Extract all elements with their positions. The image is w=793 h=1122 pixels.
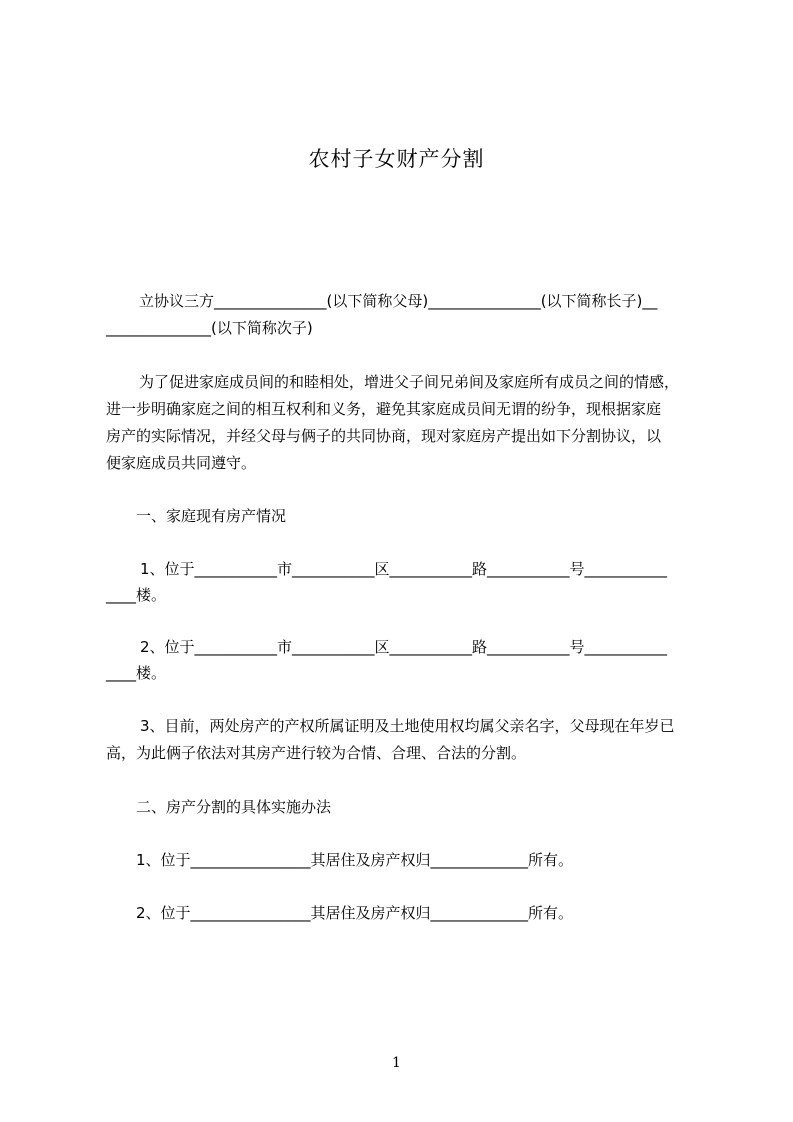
section1-item1-line2: ____楼。 — [106, 586, 167, 604]
section1-item2-line1: 2、位于___________市___________区___________路___________号___________ — [140, 638, 668, 656]
section1-item3-line1: 3、目前，两处房产的产权所属证明及土地使用权均属父亲名字，父母现在年岁已 — [140, 717, 675, 735]
parties-line-2: ______________(以下简称次子) — [106, 319, 313, 337]
section2-item2: 2、位于________________其居住及房产权归_____________所有。 — [136, 904, 574, 922]
section1-item2-line2: ____楼。 — [106, 664, 167, 682]
page-number: 1 — [392, 1055, 401, 1071]
section1-item3-line2: 高，为此俩子依法对其房产进行较为合情、合理、合法的分割。 — [106, 744, 527, 762]
page-title: 农村子女财产分割 — [308, 147, 485, 171]
section1-item1-line1: 1、位于___________市___________区___________路___________号___________ — [140, 560, 668, 578]
preamble-line-3: 房产的实际情况，并经父母与俩子的共同协商，现对家庭房产提出如下分割协议，以 — [106, 427, 662, 445]
section1-heading: 一、家庭现有房产情况 — [136, 507, 287, 525]
preamble-line-1: 为了促进家庭成员间的和睦相处，增进父子间兄弟间及家庭所有成员之间的情感， — [139, 373, 680, 391]
preamble-line-2: 进一步明确家庭之间的相互权利和义务，避免其家庭成员间无谓的纷争，现根据家庭 — [106, 400, 662, 418]
section2-item1: 1、位于________________其居住及房产权归_____________所有。 — [136, 851, 574, 869]
parties-line-1: 立协议三方_______________(以下简称父母)_______________(以下简称长子)__ — [139, 292, 658, 310]
preamble-line-4: 便家庭成员共同遵守。 — [106, 454, 257, 472]
section2-heading: 二、房产分割的具体实施办法 — [136, 798, 332, 816]
